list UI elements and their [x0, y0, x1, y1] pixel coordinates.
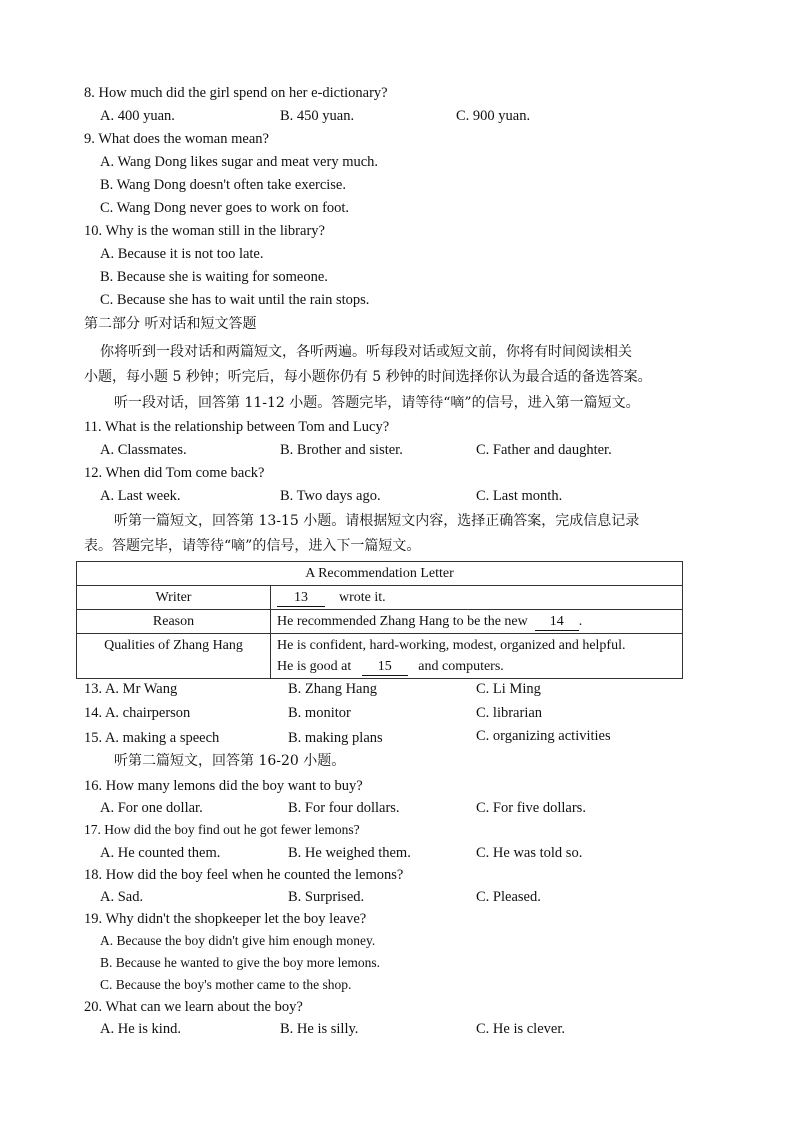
blank-13: 13	[277, 590, 325, 607]
q14-option-c: C. librarian	[476, 705, 543, 721]
writer-cell	[271, 586, 683, 610]
qualities-line2-end: and computers.	[418, 659, 504, 674]
passage1-instruction-line1: 听第一篇短文，回答第 13-15 小题。请根据短文内容，选择正确答案，完成信息记录	[114, 513, 640, 529]
q8-option-b: B. 450 yuan.	[280, 108, 355, 124]
q10-option-a: A. Because it is not too late.	[100, 246, 264, 262]
q16-option-a: A. For one dollar.	[100, 800, 203, 816]
reason-cell	[271, 610, 683, 634]
question-18-stem: 18. How did the boy feel when he counted the lemons?	[84, 867, 404, 883]
qualities-line2	[277, 656, 676, 677]
q9-option-a: A. Wang Dong likes sugar and meat very much.	[100, 154, 379, 170]
q10-option-b: B. Because she is waiting for someone.	[100, 269, 328, 285]
part2-intro-line2: 小题，每小题 5 秒钟；听完后，每小题你仍有 5 秒钟的时间选择你认为最合适的备选答案。	[84, 369, 652, 385]
q19-option-c: C. Because the boy's mother came to the shop.	[100, 977, 352, 992]
qualities-line2-start: He is good at	[277, 659, 352, 674]
q9-option-c: C. Wang Dong never goes to work on foot.	[100, 200, 350, 216]
question-16-stem: 16. How many lemons did the boy want to buy?	[84, 778, 363, 794]
q14-option-a: 14. A. chairperson	[84, 705, 191, 721]
q19-option-b: B. Because he wanted to give the boy more lemons.	[100, 955, 381, 970]
q12-option-b: B. Two days ago.	[280, 488, 381, 504]
question-12-stem: 12. When did Tom come back?	[84, 465, 265, 481]
q17-option-b: B. He weighed them.	[288, 845, 411, 861]
q8-option-c: C. 900 yuan.	[456, 108, 531, 124]
q17-option-c: C. He was told so.	[476, 845, 583, 861]
question-10-stem: 10. Why is the woman still in the library?	[84, 223, 325, 239]
q11-option-c: C. Father and daughter.	[476, 442, 612, 458]
question-19-stem: 19. Why didn't the shopkeeper let the boy leave?	[84, 911, 367, 927]
q16-option-c: C. For five dollars.	[476, 800, 586, 816]
q9-option-b: B. Wang Dong doesn't often take exercise.	[100, 177, 346, 193]
passage1-instruction-line2: 表。答题完毕，请等待“嘀”的信号，进入下一篇短文。	[84, 538, 421, 554]
q15-option-c: C. organizing activities	[476, 728, 611, 744]
question-17-stem: 17. How did the boy find out he got fewer lemons?	[84, 822, 360, 837]
q13-option-b: B. Zhang Hang	[288, 681, 377, 697]
blank-14: 14	[535, 614, 579, 631]
passage2-instruction: 听第二篇短文，回答第 16-20 小题。	[114, 753, 346, 769]
table-row	[77, 634, 683, 679]
dialog-instruction: 听一段对话，回答第 11-12 小题。答题完毕，请等待“嘀”的信号，进入第一篇短文。	[114, 395, 640, 411]
reason-text: He recommended Zhang Hang to be the new	[277, 614, 528, 629]
part2-intro-line1: 你将听到一段对话和两篇短文，各听两遍。听每段对话或短文前，你将有时间阅读相关	[100, 344, 632, 360]
q12-option-c: C. Last month.	[476, 488, 563, 504]
q20-option-b: B. He is silly.	[280, 1021, 359, 1037]
table-row	[77, 586, 683, 610]
table-title-row	[77, 562, 683, 586]
q15-option-a: 15. A. making a speech	[84, 730, 220, 746]
q19-option-a: A. Because the boy didn't give him enough money.	[100, 933, 376, 948]
q18-option-b: B. Surprised.	[288, 889, 365, 905]
q20-option-c: C. He is clever.	[476, 1021, 565, 1037]
blank-15: 15	[362, 659, 408, 676]
q12-option-a: A. Last week.	[100, 488, 181, 504]
writer-label: Writer	[77, 586, 271, 610]
q14-option-b: B. monitor	[288, 705, 351, 721]
question-9-stem: 9. What does the woman mean?	[84, 131, 269, 147]
part2-title: 第二部分 听对话和短文答题	[84, 316, 257, 332]
qualities-label: Qualities of Zhang Hang	[77, 634, 271, 679]
table-row	[77, 610, 683, 634]
table-title: A Recommendation Letter	[77, 562, 683, 586]
qualities-cell	[271, 634, 683, 679]
q18-option-a: A. Sad.	[100, 889, 144, 905]
writer-text: wrote it.	[339, 590, 386, 605]
question-11-stem: 11. What is the relationship between Tom and Lucy?	[84, 419, 390, 435]
q13-option-c: C. Li Ming	[476, 681, 541, 697]
q18-option-c: C. Pleased.	[476, 889, 541, 905]
q15-option-b: B. making plans	[288, 730, 383, 746]
recommendation-letter-table	[76, 561, 683, 679]
q16-option-b: B. For four dollars.	[288, 800, 400, 816]
q11-option-a: A. Classmates.	[100, 442, 187, 458]
q10-option-c: C. Because she has to wait until the rain stops.	[100, 292, 370, 308]
q13-option-a: 13. A. Mr Wang	[84, 681, 178, 697]
q17-option-a: A. He counted them.	[100, 845, 221, 861]
qualities-line1: He is confident, hard-working, modest, organized and helpful.	[277, 638, 626, 653]
question-20-stem: 20. What can we learn about the boy?	[84, 999, 303, 1015]
q8-option-a: A. 400 yuan.	[100, 108, 175, 124]
reason-end: .	[578, 614, 583, 629]
q20-option-a: A. He is kind.	[100, 1021, 181, 1037]
q11-option-b: B. Brother and sister.	[280, 442, 403, 458]
reason-label: Reason	[77, 610, 271, 634]
question-8-stem: 8. How much did the girl spend on her e-dictionary?	[84, 85, 388, 101]
